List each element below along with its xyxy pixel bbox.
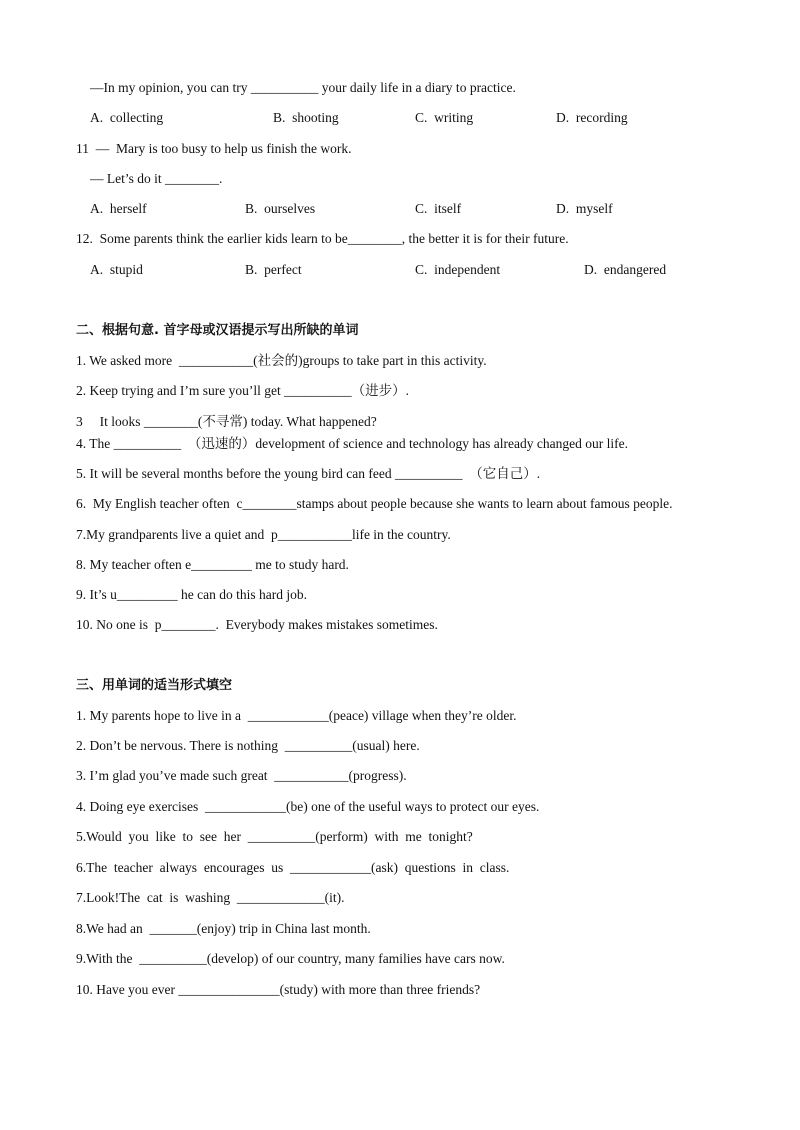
s2-item-5: 5. It will be several months before the young bird can feed __________ （它自己）. — [76, 466, 541, 481]
s2-item-4: 4. The __________ （迅速的）development of science and technology has already changed our life. — [76, 436, 628, 451]
s2-item-10: 10. No one is p________. Everybody makes mistakes sometimes. — [76, 617, 438, 632]
q11-stem: 11 — Mary is too busy to help us finish the work. — [76, 141, 352, 156]
s3-item-2: 2. Don’t be nervous. There is nothing __________(usual) here. — [76, 738, 420, 753]
q11-option-d: D. myself — [556, 201, 613, 216]
q11-option-a: A. herself — [90, 201, 147, 216]
s2-item-7: 7.My grandparents live a quiet and p___________life in the country. — [76, 527, 451, 542]
q12-option-b: B. perfect — [245, 262, 302, 277]
s3-item-8: 8.We had an _______(enjoy) trip in China last month. — [76, 921, 371, 936]
s3-item-7: 7.Look!The cat is washing _____________(it). — [76, 890, 345, 905]
s3-item-10: 10. Have you ever _______________(study) with more than three friends? — [76, 982, 481, 997]
q11-reply: — Let’s do it ________. — [90, 171, 223, 186]
s2-item-1: 1. We asked more ___________(社会的)groups to take part in this activity. — [76, 353, 487, 368]
s3-item-5: 5.Would you like to see her __________(perform) with me tonight? — [76, 829, 473, 844]
s3-item-9: 9.With the __________(develop) of our country, many families have cars now. — [76, 951, 505, 966]
q12-option-d: D. endangered — [584, 262, 667, 277]
s3-item-1: 1. My parents hope to live in a ____________(peace) village when they’re older. — [76, 708, 517, 723]
section3-heading: 三、用单词的适当形式填空 — [76, 678, 233, 693]
q11-option-c: C. itself — [415, 201, 462, 216]
s2-item-3: 3 It looks ________(不寻常) today. What happened? — [76, 414, 377, 429]
q12-option-a: A. stupid — [90, 262, 143, 277]
q11-option-b: B. ourselves — [245, 201, 316, 216]
s3-item-6: 6.The teacher always encourages us ____________(ask) questions in class. — [76, 860, 510, 875]
q10-option-d: D. recording — [556, 110, 628, 125]
s2-item-8: 8. My teacher often e_________ me to study hard. — [76, 557, 349, 572]
q10-answer-line: —In my opinion, you can try __________ your daily life in a diary to practice. — [90, 80, 516, 95]
s2-item-9: 9. It’s u_________ he can do this hard job. — [76, 587, 307, 602]
q12-stem: 12. Some parents think the earlier kids learn to be________, the better it is for their future. — [76, 231, 569, 246]
s2-item-2: 2. Keep trying and I’m sure you’ll get __________（进步）. — [76, 383, 409, 398]
s3-item-4: 4. Doing eye exercises ____________(be) one of the useful ways to protect our eyes. — [76, 799, 540, 814]
s3-item-3: 3. I’m glad you’ve made such great ___________(progress). — [76, 768, 407, 783]
q10-option-a: A. collecting — [90, 110, 164, 125]
q10-option-b: B. shooting — [273, 110, 339, 125]
s2-item-6: 6. My English teacher often c________stamps about people because she wants to learn about famous people. — [76, 496, 673, 511]
q10-option-c: C. writing — [415, 110, 474, 125]
q12-option-c: C. independent — [415, 262, 501, 277]
section2-heading: 二、根据句意. 首字母或汉语提示写出所缺的单词 — [76, 323, 359, 338]
